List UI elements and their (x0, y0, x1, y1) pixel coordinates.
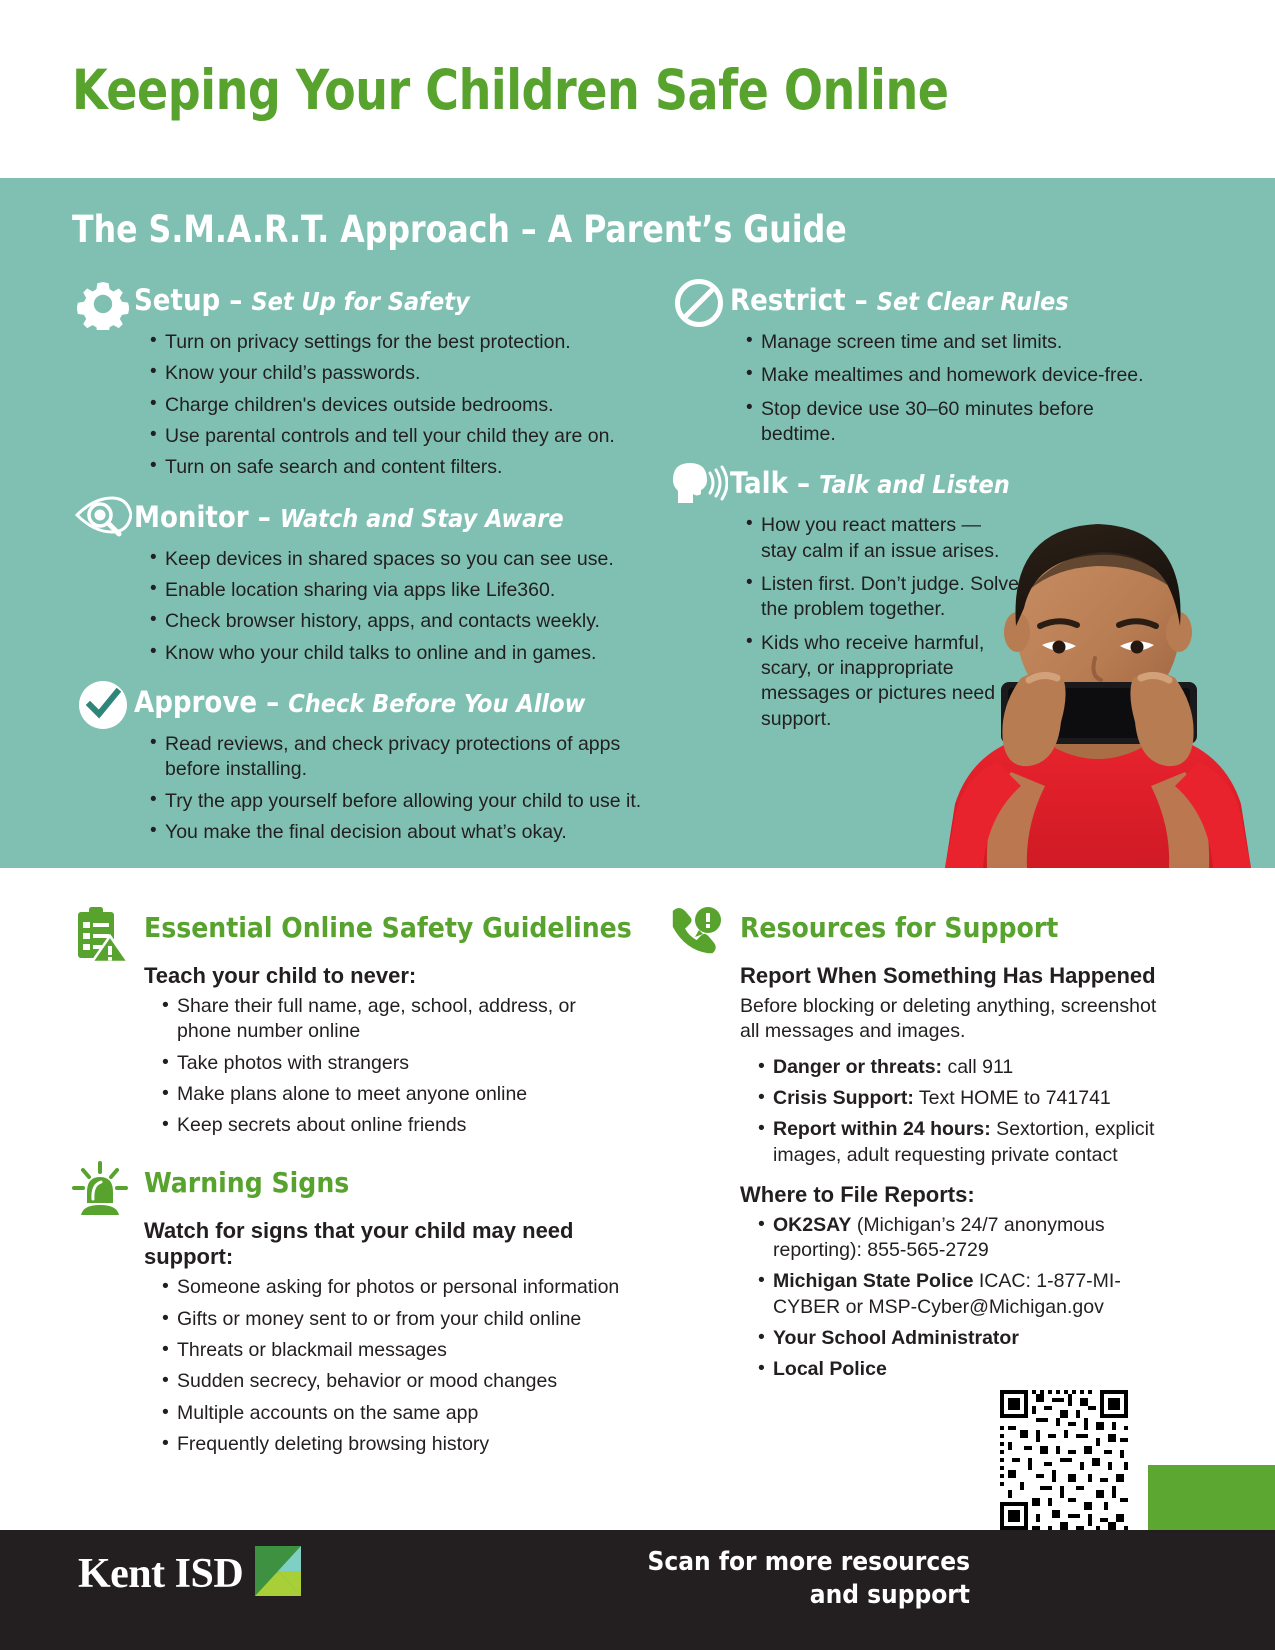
monitor-subtitle: Watch and Stay Aware (279, 503, 564, 533)
approve-dash: – (257, 685, 289, 720)
talk-bullets (668, 513, 1168, 732)
list-item: • Someone asking for photos or personal information (162, 1275, 632, 1300)
scan-line-2: and support (809, 1580, 970, 1611)
bullet-text: Sextortion, explicit images, adult requesting private contact (773, 1118, 1155, 1166)
guidelines-bullets (72, 994, 632, 1139)
bullet-label: Report within 24 hours: (773, 1118, 991, 1141)
siren-icon (72, 1161, 144, 1217)
list-item (758, 1269, 1168, 1320)
clipboard-warning-icon (72, 906, 144, 962)
approve-subtitle: Check Before You Allow (288, 689, 586, 719)
resources-body: Before blocking or deleting anything, screenshot all messages and images. (740, 994, 1157, 1043)
list-item: • Manage screen time and set limits. (746, 330, 1168, 355)
lower-right-column (668, 906, 1168, 1405)
guidelines-title: Essential Online Safety Guidelines (144, 911, 632, 944)
bullet-label: Danger or threats: (773, 1055, 943, 1078)
warning-signs-header (72, 1161, 632, 1217)
monitor-title (134, 497, 564, 532)
smart-section-approve (72, 682, 642, 845)
list-item: • Listen first. Don’t judge. Solve the problem together. (746, 572, 1019, 623)
list-item: • Frequently deleting browsing history (162, 1432, 632, 1457)
monitor-dash: – (248, 499, 280, 534)
setup-bullets (72, 330, 642, 481)
kent-isd-logo (78, 1546, 301, 1601)
resources-title: Resources for Support (740, 911, 1059, 944)
bullet-label: Your School Administrator (773, 1327, 1019, 1350)
list-item: • Know who your child talks to online and in games. (150, 641, 642, 666)
list-item: • Stop device use 30–60 minutes before bedtime. (746, 397, 1168, 448)
list-item: • Multiple accounts on the same app (162, 1401, 632, 1426)
list-item: • Turn on safe search and content filters. (150, 455, 642, 480)
monitor-bullets (72, 547, 642, 666)
bullet-label: Crisis Support: (773, 1086, 914, 1109)
restrict-header (668, 280, 1168, 328)
smart-section-talk (668, 463, 1168, 732)
list-item: • Gifts or money sent to or from your child online (162, 1307, 632, 1332)
list-item (758, 1086, 1168, 1111)
scan-prompt (600, 1546, 970, 1613)
list-item (758, 1326, 1168, 1351)
warning-signs-bullets (72, 1275, 632, 1457)
warning-signs-subtitle: Watch for signs that your child may need support: (144, 1217, 574, 1270)
prohibition-icon (668, 278, 730, 328)
where-to-file-title: Where to File Reports: (740, 1181, 975, 1207)
list-item: • You make the final decision about what’s okay. (150, 820, 642, 845)
resources-header (668, 906, 1168, 962)
list-item: • Turn on privacy settings for the best protection. (150, 330, 642, 355)
bullet-label: Local Police (773, 1358, 887, 1381)
lower-left-column (72, 906, 632, 1479)
list-item: • Read reviews, and check privacy protections of apps before installing. (150, 732, 642, 783)
list-item: • Check browser history, apps, and contacts weekly. (150, 609, 642, 634)
smart-section-restrict (668, 280, 1168, 447)
smart-right-column (668, 280, 1168, 748)
restrict-name: Restrict (730, 283, 846, 317)
restrict-subtitle: Set Clear Rules (876, 287, 1069, 316)
list-item (758, 1213, 1168, 1264)
monitor-header (72, 497, 642, 545)
list-item (758, 1055, 1168, 1080)
setup-name: Setup (134, 283, 221, 317)
smart-approach-band (0, 178, 1275, 868)
list-item: • Make plans alone to meet anyone online (162, 1082, 632, 1107)
restrict-bullets (668, 330, 1168, 447)
talk-header (668, 463, 1168, 511)
resources-subtitle: Report When Something Has Happened (740, 963, 1156, 988)
eye-search-icon (72, 495, 134, 545)
list-item: • Share their full name, age, school, address, or phone number online (162, 994, 632, 1045)
list-item: • Know your child’s passwords. (150, 361, 642, 386)
list-item: • Use parental controls and tell your child they are on. (150, 424, 642, 449)
setup-subtitle: Set Up for Safety (251, 287, 470, 316)
bullet-text: Text HOME to 741741 (913, 1086, 1111, 1109)
page-title: Keeping Your Children Safe Online (72, 58, 949, 122)
smart-section-monitor (72, 497, 642, 666)
list-item: • Enable location sharing via apps like Life360. (150, 578, 642, 603)
bullet-label: OK2SAY (773, 1213, 852, 1236)
restrict-dash: – (845, 283, 877, 317)
warning-signs-title: Warning Signs (144, 1165, 350, 1199)
list-item: • Make mealtimes and homework device-free. (746, 363, 1168, 388)
approve-bullets (72, 732, 642, 845)
masthead (0, 0, 1275, 178)
approve-name: Approve (134, 685, 258, 720)
bullet-text: (Michigan’s 24/7 anonymous reporting): 855-565-2729 (773, 1213, 1105, 1262)
resources-bullets (668, 1055, 1168, 1168)
bullet-text: ICAC: 1-877-MI-CYBER or MSP-Cyber@Michigan.gov (773, 1270, 1121, 1318)
warning-signs-block (72, 1161, 632, 1458)
list-item: • Keep secrets about online friends (162, 1113, 632, 1138)
talk-name: Talk (730, 466, 788, 501)
list-item: • Keep devices in shared spaces so you can see use. (150, 547, 642, 572)
smart-left-column (72, 280, 642, 861)
bullet-text: call 911 (942, 1055, 1014, 1078)
checkmark-circle-icon (72, 680, 134, 730)
where-to-file-bullets (668, 1213, 1168, 1383)
list-item: • Charge children's devices outside bedrooms. (150, 393, 642, 418)
list-item: • Threats or blackmail messages (162, 1338, 632, 1363)
list-item: • Kids who receive harmful, scary, or inappropriate messages or pictures need support. (746, 631, 1019, 732)
guidelines-block (72, 906, 632, 1139)
list-item: • Try the app yourself before allowing your child to use it. (150, 789, 642, 814)
gear-icon (72, 278, 134, 328)
phone-alert-icon (668, 906, 740, 962)
kent-isd-logo-mark (255, 1546, 301, 1601)
talk-subtitle: Talk and Listen (819, 470, 1010, 500)
resources-block (668, 906, 1168, 1383)
approve-title (134, 682, 586, 720)
setup-header (72, 280, 642, 328)
approve-header (72, 682, 642, 730)
kent-isd-wordmark: Kent ISD (78, 1550, 244, 1597)
guidelines-header (72, 906, 632, 962)
smart-section-setup (72, 280, 642, 481)
list-item (758, 1117, 1168, 1168)
monitor-name: Monitor (134, 499, 249, 534)
band-heading: The S.M.A.R.T. Approach – A Parent’s Guide (72, 208, 847, 251)
setup-title (134, 280, 470, 315)
setup-dash: – (220, 283, 252, 317)
list-item: • Sudden secrecy, behavior or mood changes (162, 1369, 632, 1394)
bullet-label: Michigan State Police (773, 1270, 974, 1293)
list-item: • How you react matters — stay calm if an issue arises. (746, 513, 1019, 564)
list-item: • Take photos with strangers (162, 1051, 632, 1076)
guidelines-subtitle: Teach your child to never: (144, 963, 417, 988)
qr-code[interactable] (988, 1374, 1140, 1546)
scan-line-1: Scan for more resources (647, 1547, 970, 1577)
talk-dash: – (787, 466, 820, 501)
talk-title (730, 463, 1010, 501)
speaking-head-icon (668, 461, 730, 511)
restrict-title (730, 280, 1069, 315)
